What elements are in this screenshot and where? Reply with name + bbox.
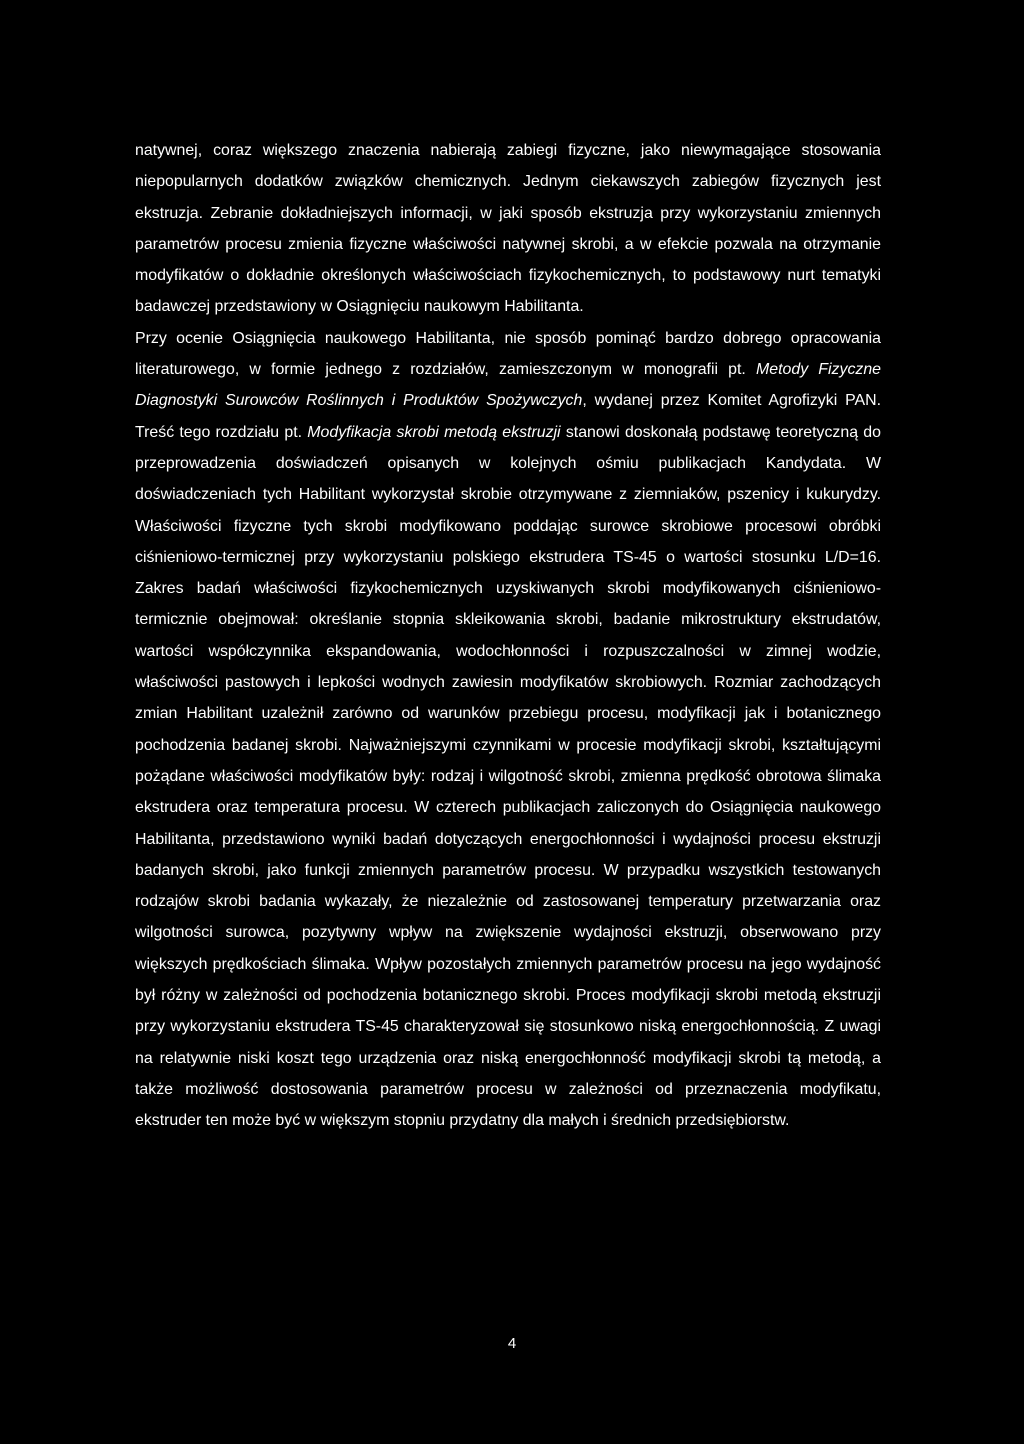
paragraph-2-text-1: Przy ocenie Osiągnięcia naukowego Habilitanta, nie sposób pominąć bardzo dobrego opracowania literaturowego, w formie jednego z rozdziałów, zamieszczonym w monografii pt.: [135, 329, 881, 379]
book-title-italic: Metody Fizyczne Diagnostyki Surowców Roślinnych i Produktów Spożywczych: [135, 361, 882, 410]
paragraph-1-text: natywnej, coraz większego znaczenia nabierają zabiegi fizyczne, jako niewymagające stosowania niepopularnych dodatków związków chemicznych. Jednym ciekawszych zabiegów fizycznych jest ekstruzja. Zebranie dokładniejszych informacji, w jaki sposób ekstruzja przy wykorzystaniu zmiennych parametrów procesu zmienia fizyczne właściwości natywnej skrobi, a w efekcie pozwala na otrzymanie modyfikatów o dokładnie określonych właściwościach fizykochemicznych, to podstawowy nurt tematyki badawczej przedstawiony w Osiągnięciu naukowym Habilitanta.: [135, 142, 881, 316]
paragraph-2: [135, 323, 881, 1137]
chapter-title-italic: Modyfikacja skrobi metodą ekstruzji: [307, 423, 561, 441]
paragraph-2-text-3: stanowi doskonałą podstawę teoretyczną do przeprowadzenia doświadczeń opisanych w kolejnych ośmiu publikacjach Kandydata. W doświadczeniach tych Habilitant wykorzystał skrobie otrzymywane z ziemniaków, pszenicy i kukurydzy. Właściwości fizyczne tych skrobi modyfikowano poddając surowce skrobiowe procesowi obróbki ciśnieniowo-termicznej przy wykorzystaniu polskiego ekstrudera TS-45 o wartości stosunku L/D=16. Zakres badań właściwości fizykochemicznych uzyskiwanych skrobi modyfikowanych ciśnieniowo-termicznie obejmował: określanie stopnia skleikowania skrobi, badanie mikrostruktury ekstrudatów, wartości współczynnika ekspandowania, wodochłonności i rozpuszczalności w zimnej wodzie, właściwości pastowych i lepkości wodnych zawiesin modyfikatów skrobiowych. Rozmiar zachodzących zmian Habilitant uzależnił zarówno od warunków przebiegu procesu, modyfikacji jak i botanicznego pochodzenia badanej skrobi. Najważniejszymi czynnikami w procesie modyfikacji skrobi, kształtującymi pożądane właściwości modyfikatów były: rodzaj i wilgotność skrobi, zmienna prędkość obrotowa ślimaka ekstrudera oraz temperatura procesu. W czterech publikacjach zaliczonych do Osiągnięcia naukowego Habilitanta, przedstawiono wyniki badań dotyczących energochłonności i wydajności procesu ekstruzji badanych skrobi, jako funkcji zmiennych parametrów procesu. W przypadku wszystkich testowanych rodzajów skrobi badania wykazały, że niezależnie od zastosowanej temperatury przetwarzania oraz wilgotności surowca, pozytywny wpływ na zwiększenie wydajności ekstruzji, obserwowano przy większych prędkościach ślimaka. Wpływ pozostałych zmiennych parametrów procesu na jego wydajność był różny w zależności od pochodzenia botanicznego skrobi. Proces modyfikacji skrobi metodą ekstruzji przy wykorzystaniu ekstrudera TS-45 charakteryzował się stosunkowo niską energochłonnością. Z uwagi na relatywnie niski koszt tego urządzenia oraz niską energochłonność modyfikacji skrobi tą metodą, a także możliwość dostosowania parametrów procesu w zależności od przeznaczenia modyfikatu, ekstruder ten może być w większym stopniu przydatny dla małych i średnich przedsiębiorstw.: [135, 423, 881, 1130]
page-number: 4: [507, 1335, 517, 1352]
document-body: [135, 135, 881, 1137]
paragraph-1: [135, 135, 881, 323]
paragraph-2-text-2: , wydanej przez Komitet Agrofizyki PAN. Treść tego rozdziału pt.: [135, 392, 881, 441]
